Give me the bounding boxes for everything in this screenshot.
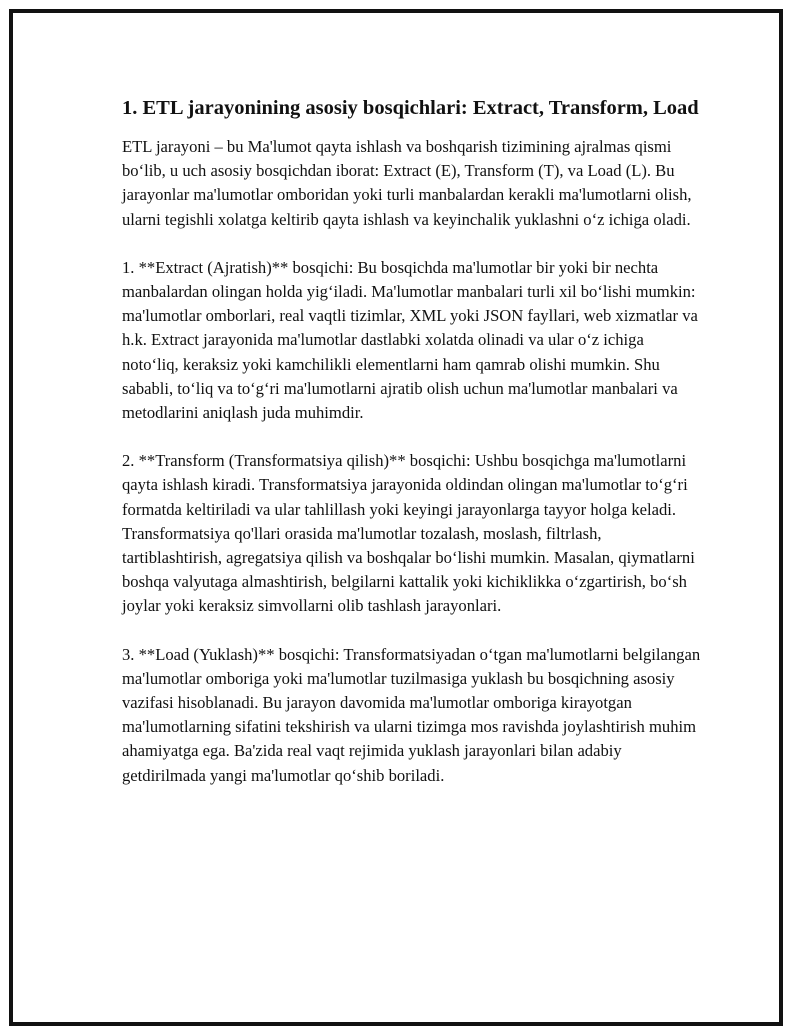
load-paragraph: 3. **Load (Yuklash)** bosqichi: Transformatsiyadan o‘tgan ma'lumotlarni belgilangan ma'lumotlar omboriga yoki ma'lumotlar tuzilmasiga yuklash bu bosqichning asosiy vazifasi hisoblanadi. Bu jarayon davomida ma'lumotlar omboriga kirayotgan ma'lumotlarning sifatini tekshirish va ularni tizimga mos ravishda joylashtirish muhim ahamiyatga ega. Ba'zida real vaqt rejimida yuklash jarayonlari bilan adabiy getdirilmada yangi ma'lumotlar qo‘shib boriladi. (122, 644, 701, 785)
document-page (9, 9, 783, 1026)
extract-paragraph: 1. **Extract (Ajratish)** bosqichi: Bu bosqichda ma'lumotlar bir yoki bir nechta manbalardan olingan holda yig‘iladi. Ma'lumotlar manbalari turli xil bo‘lishi mumkin: ma'lumotlar omborlari, real vaqtli tizimlar, XML yoki JSON fayllari, web xizmatlar va h.k. Extract jarayonida ma'lumotlar dastlabki xolatda olinadi va ular o‘z ichiga noto‘liq, keraksiz yoki kamchilikli elementlarni ham qamrab olishi mumkin. Shu sababli, to‘liq va to‘g‘ri ma'lumotlarni ajratib olish uchun ma'lumotlar manbalari va metodlarini aniqlash juda muhimdir. (122, 257, 698, 423)
document-body (122, 94, 702, 812)
document-title: 1. ETL jarayonining asosiy bosqichlari: Extract, Transform, Load (122, 97, 699, 119)
intro-paragraph: ETL jarayoni – bu Ma'lumot qayta ishlash va boshqarish tizimining ajralmas qismi bo‘lib, u uch asosiy bosqichdan iborat: Extract (E), Transform (T), va Load (L). Bu jarayonlar ma'lumotlar omboridan yoki turli manbalardan kerakli ma'lumotlarni olish, ularni tegishli xolatga keltirib qayta ishlash va keyinchalik yuklashni o‘z ichiga oladi. (122, 137, 692, 229)
transform-paragraph: 2. **Transform (Transformatsiya qilish)** bosqichi: Ushbu bosqichga ma'lumotlarni qayta ishlash kiradi. Transformatsiya jarayonida oldindan olingan ma'lumotlar to‘g‘ri formatda keltiriladi va ular tahlillash yoki keyingi jarayonlarga tayyor holga keladi. Transformatsiya qo'llari orasida ma'lumotlar tozalash, moslash, filtrlash, tartiblashtirish, agregatsiya qilish va boshqalar bo‘lishi mumkin. Masalan, qiymatlarni boshqa valyutaga almashtirish, belgilarni kattalik yoki kichiklikka o‘zgartirish, bo‘sh joylar yoki keraksiz simvollarni olib tashlash jarayonlari. (122, 451, 695, 616)
